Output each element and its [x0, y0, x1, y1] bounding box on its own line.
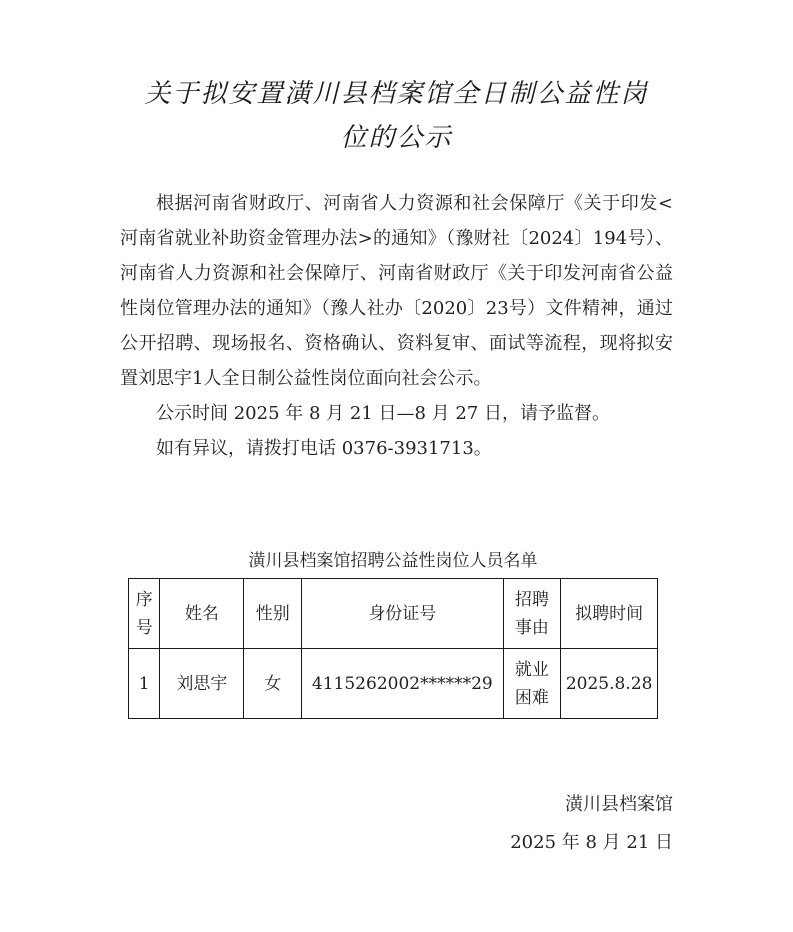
header-id: 身份证号 — [302, 579, 503, 649]
table-row — [129, 649, 658, 719]
header-name: 姓名 — [160, 579, 244, 649]
cell-no: 1 — [129, 649, 160, 719]
table-title: 潢川县档案馆招聘公益性岗位人员名单 — [248, 551, 538, 571]
signature-organization: 潢川县档案馆 — [565, 794, 673, 815]
paragraph-main: 根据河南省财政厅、河南省人力资源和社会保障厅《关于印发<河南省就业补助资金管理办法>的通知》（豫财社〔2024〕194号）、河南省人力资源和社会保障厅、河南省财政厅《关于印发河南省公益性岗位管理办法的通知》（豫人社办〔2020〕23号）文件精神，通过公开招聘、现场报名、资格确认、资料复审、面试等流程，现将拟安置刘思宇1人全日制公益性岗位面向社会公示。 — [120, 193, 673, 389]
header-sex: 性别 — [244, 579, 302, 649]
title-line-1: 关于拟安置潢川县档案馆全日制公益性岗 — [144, 79, 649, 109]
document-title — [120, 72, 673, 160]
title-line-2: 位的公示 — [340, 123, 453, 153]
cell-name: 刘思宇 — [160, 649, 244, 719]
paragraph-period: 公示时间 2025 年 8 月 21 日—8 月 27 日，请予监督。 — [156, 403, 611, 424]
header-date: 拟聘时间 — [561, 579, 658, 649]
cell-id: 4115262002******29 — [302, 649, 503, 719]
header-reason: 招聘事由 — [503, 579, 561, 649]
cell-sex: 女 — [244, 649, 302, 719]
cell-reason: 就业困难 — [503, 649, 561, 719]
roster-table — [128, 578, 658, 719]
cell-date: 2025.8.28 — [561, 649, 658, 719]
table-header-row — [129, 579, 658, 649]
notice-body — [120, 186, 673, 466]
header-no: 序号 — [129, 579, 160, 649]
paragraph-contact: 如有异议，请拨打电话 0376-3931713。 — [156, 438, 492, 459]
signature-date: 2025 年 8 月 21 日 — [510, 832, 673, 853]
